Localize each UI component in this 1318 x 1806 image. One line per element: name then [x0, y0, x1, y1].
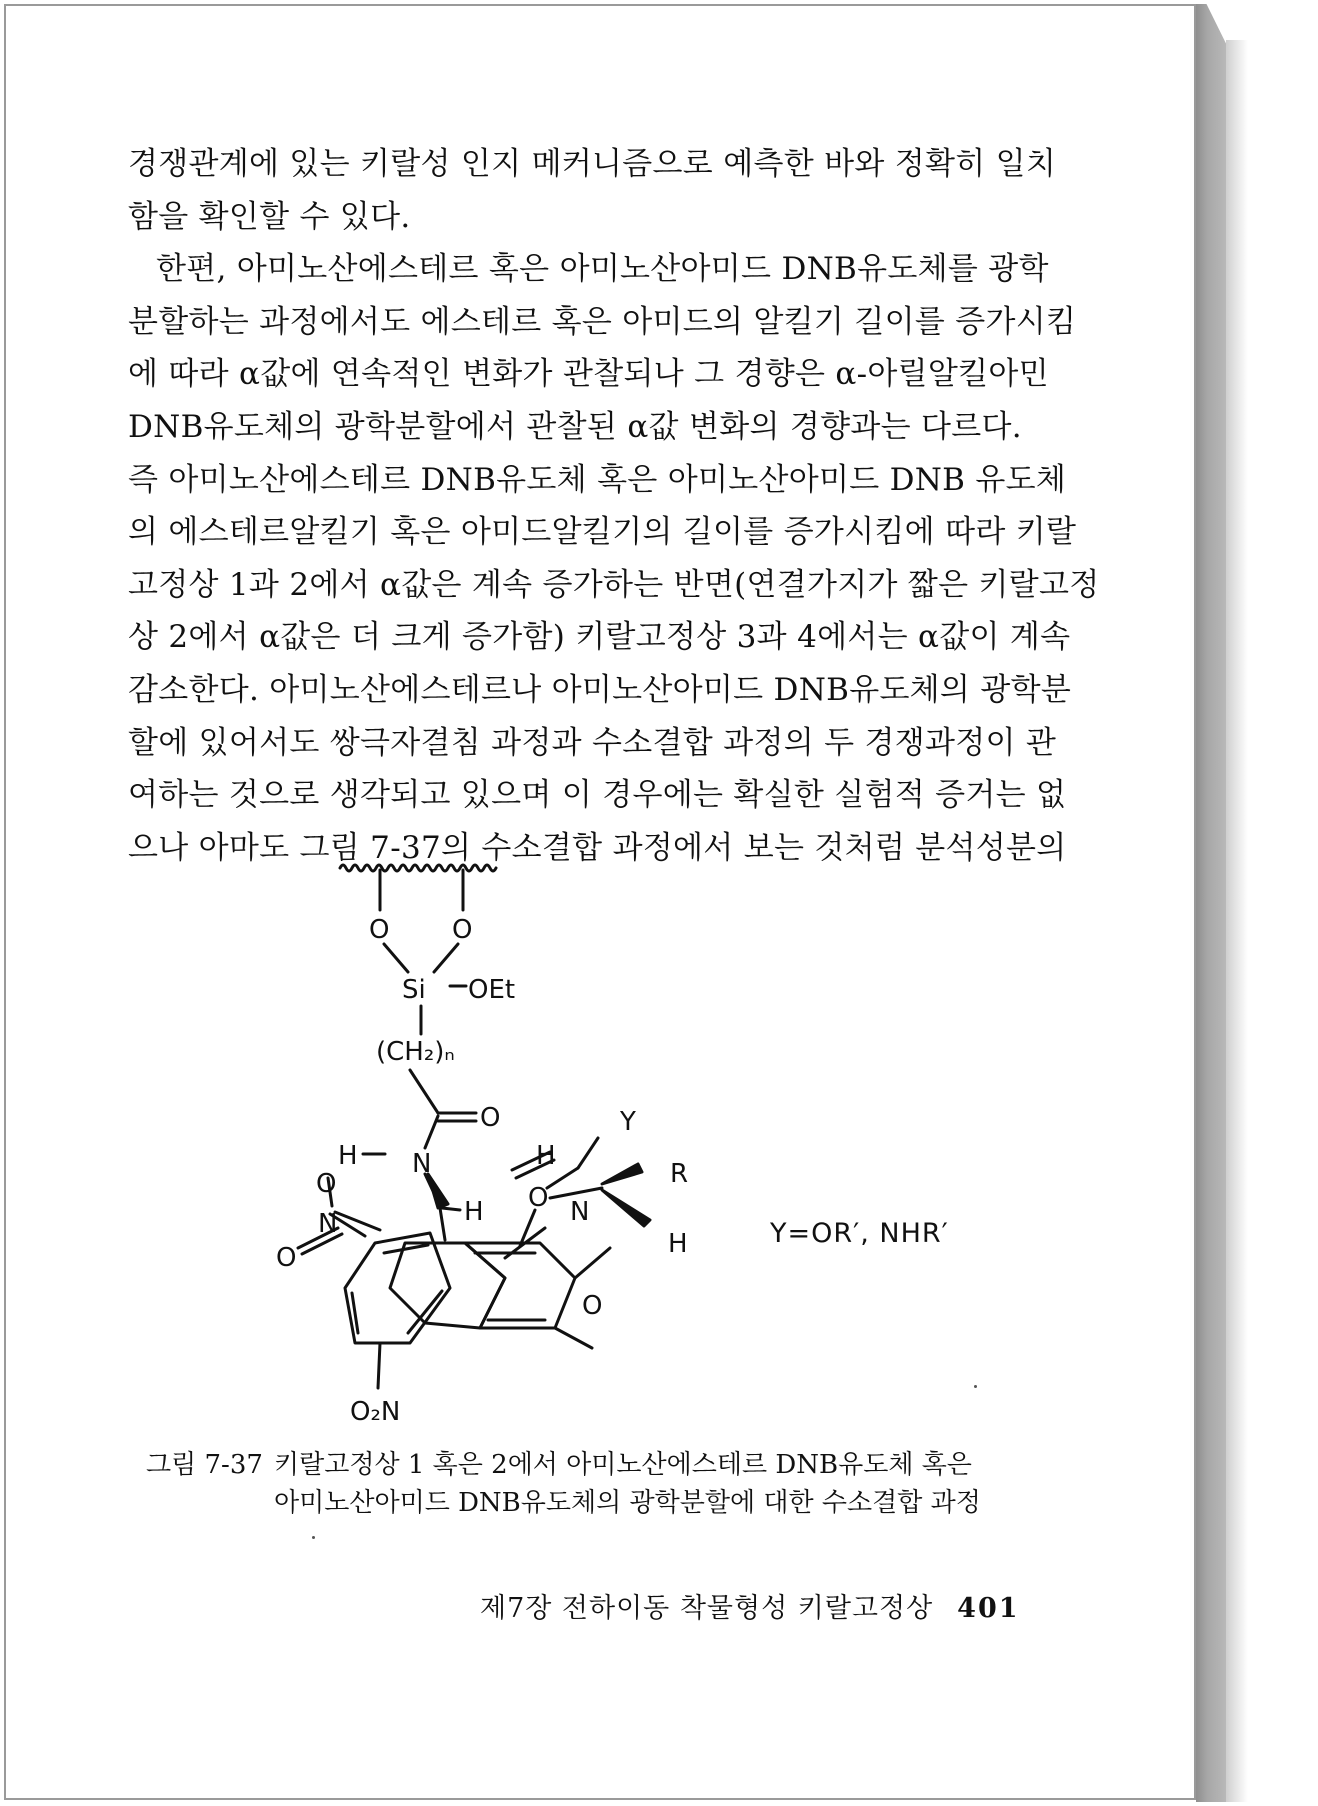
text-line: 즉 아미노산에스테르 DNB유도체 혹은 아미노산아미드 DNB 유도체 [128, 461, 1067, 498]
page-edge-shadow [1226, 40, 1248, 1802]
atom-label-o: O [316, 1169, 337, 1199]
text-line: 한편, 아미노산에스테르 혹은 아미노산아미드 DNB유도체를 광학 [156, 251, 1049, 288]
page-number: 401 [957, 1593, 1020, 1624]
atom-label-o: O [369, 915, 390, 945]
page-footer [480, 1586, 1020, 1625]
atom-label-h: H [536, 1141, 556, 1171]
silica-surface-line [340, 865, 496, 871]
page-edge-shading [1196, 4, 1226, 1802]
text-line: DNB유도체의 광학분할에서 관찰된 α값 변화의 경향과는 다르다. [128, 408, 1022, 445]
text-line: 에 따라 α값에 연속적인 변화가 관찰되나 그 경향은 α-아릴알킬아민 [128, 356, 1049, 393]
text-line: 의 에스테르알킬기 혹은 아미드알킬기의 길이를 증가시킴에 따라 키랄 [128, 514, 1077, 551]
atom-label-y: Y [620, 1107, 636, 1137]
atom-label-o: O [480, 1103, 501, 1133]
atom-label-si: Si [402, 975, 426, 1005]
atom-label-o: O [276, 1243, 297, 1273]
text-line: 여하는 것으로 생각되고 있으며 이 경우에는 확실한 실험적 증거는 없 [128, 777, 1067, 814]
atom-label-h: H [668, 1229, 688, 1259]
caption-line2: 아미노산아미드 DNB유도체의 광학분할에 대한 수소결합 과정 [274, 1488, 981, 1518]
atom-label-o: O [582, 1291, 603, 1321]
atom-label-n: N [318, 1209, 338, 1239]
atom-label-r: R [670, 1159, 689, 1189]
text-line: 할에 있어서도 쌍극자결침 과정과 수소결합 과정의 두 경쟁과정이 관 [128, 724, 1057, 761]
text-line: 함을 확인할 수 있다. [128, 198, 411, 235]
text-line: 고정상 1과 2에서 α값은 계속 증가하는 반면(연결가지가 짧은 키랄고정 [128, 566, 1100, 603]
scan-speck [312, 1536, 315, 1539]
figure-caption [146, 1446, 981, 1522]
atom-label-o: O [452, 915, 473, 945]
text-line: 감소한다. 아미노산에스테르나 아미노산아미드 DNB유도체의 광학분 [128, 671, 1072, 708]
hydrogen-bonding-diagram [276, 848, 1040, 1438]
atom-label-oet: OEt [468, 975, 516, 1005]
text-line: 분할하는 과정에서도 에스테르 혹은 아미드의 알킬기 길이를 증가시킴 [128, 303, 1077, 340]
substituent-note: Y=OR′, NHR′ [770, 1218, 949, 1249]
text-line: 상 2에서 α값은 더 크게 증가함) 키랄고정상 3과 4에서는 α값이 계속 [128, 619, 1071, 656]
atom-label-h: H [338, 1141, 358, 1171]
atom-label-ch2n: (CH₂)ₙ [376, 1037, 455, 1067]
caption-line1: 키랄고정상 1 혹은 2에서 아미노산에스테르 DNB유도체 혹은 [274, 1450, 972, 1480]
atom-label-n: N [412, 1149, 432, 1179]
chapter-title: 제7장 전하이동 착물형성 키랄고정상 [480, 1593, 934, 1624]
atom-label-o: O [528, 1183, 549, 1213]
atom-label-n: N [570, 1197, 590, 1227]
text-line: 경쟁관계에 있는 키랄성 인지 메커니즘으로 예측한 바와 정확히 일치 [128, 146, 1057, 182]
caption-label: 그림 7-37 [146, 1450, 263, 1480]
atom-label-o2n: O₂N [350, 1397, 401, 1427]
text-line: 으나 아마도 그림 7-37의 수소결합 과정에서 보는 것처럼 분석성분의 [128, 829, 1067, 866]
scan-speck [974, 1385, 977, 1388]
atom-label-h: H [464, 1197, 484, 1227]
body-paragraph [128, 138, 1100, 874]
chemical-structure-figure [276, 848, 1040, 1438]
